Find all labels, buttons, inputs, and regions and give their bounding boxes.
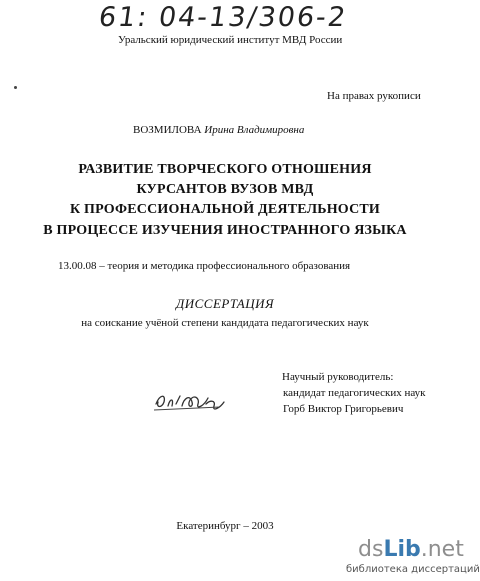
degree-line: на соискание учёной степени кандидата педагогических наук	[81, 317, 369, 329]
title-line-4: В ПРОЦЕССЕ ИЗУЧЕНИЯ ИНОСТРАННОГО ЯЗЫКА	[43, 223, 407, 238]
dslib-logo: dsLib.net	[358, 537, 464, 562]
city-year: Екатеринбург – 2003	[176, 520, 274, 532]
author-surname: ВОЗМИЛОВА	[133, 124, 202, 136]
handwritten-catalog-code: 61: 04-13/306-2	[96, 2, 350, 33]
dslib-subtitle: библиотека диссертаций	[346, 564, 480, 575]
title-line-1: РАЗВИТИЕ ТВОРЧЕСКОГО ОТНОШЕНИЯ	[78, 162, 372, 177]
author-name	[133, 124, 304, 136]
dslib-watermark[interactable]	[338, 537, 480, 581]
author-given-names: Ирина Владимировна	[204, 124, 305, 136]
institute-name: Уральский юридический институт МВД России	[118, 34, 343, 46]
specialty-code: 13.00.08 – теория и методика профессионального образования	[58, 260, 351, 272]
supervisor-degree: кандидат педагогических наук	[283, 387, 426, 399]
rights-note: На правах рукописи	[327, 90, 421, 102]
handwritten-signature	[150, 386, 230, 421]
supervisor-label: Научный руководитель:	[282, 371, 394, 383]
scan-mark	[14, 86, 17, 89]
title-line-3: К ПРОФЕССИОНАЛЬНОЙ ДЕЯТЕЛЬНОСТИ	[69, 202, 381, 217]
dissertation-label: ДИССЕРТАЦИЯ	[175, 296, 275, 311]
title-line-2: КУРСАНТОВ ВУЗОВ МВД	[136, 182, 314, 197]
supervisor-name: Горб Виктор Григорьевич	[283, 403, 404, 415]
